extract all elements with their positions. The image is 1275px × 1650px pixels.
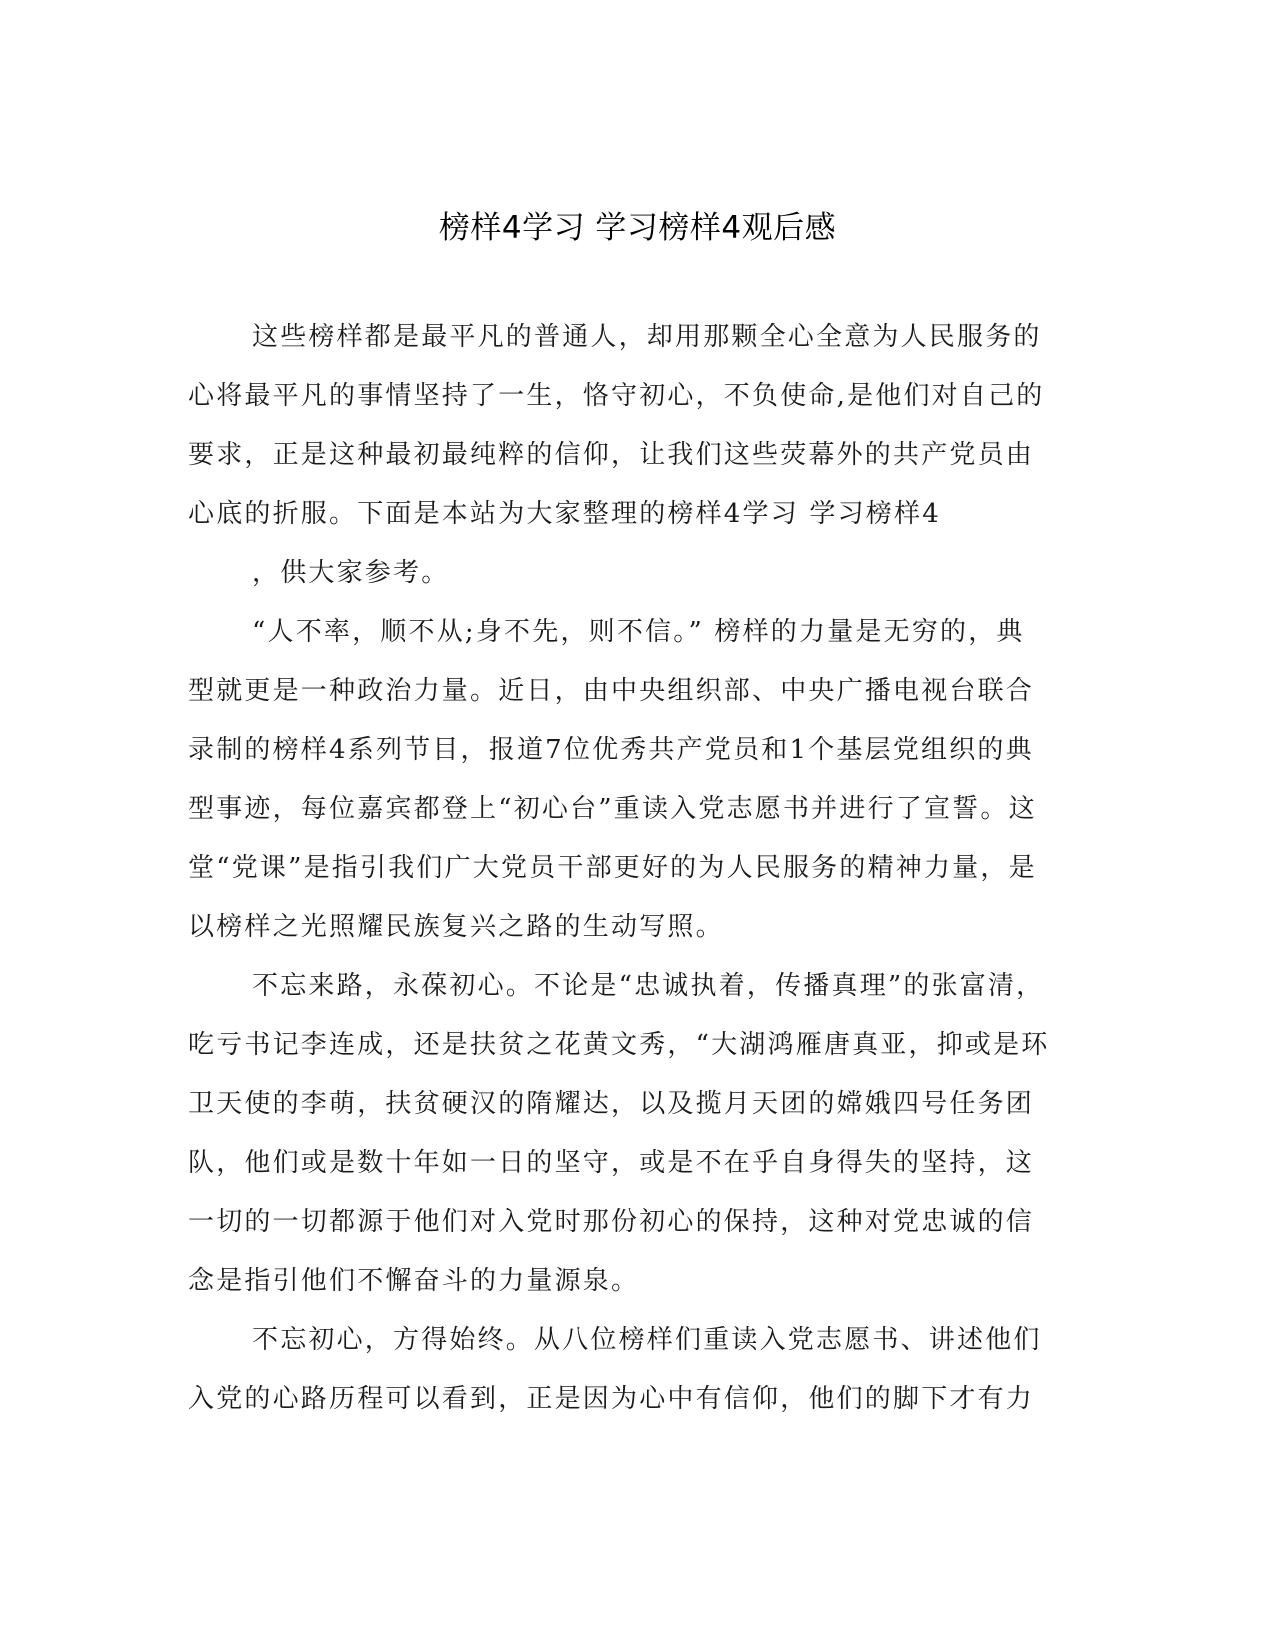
- paragraph-line: 型事迹，每位嘉宾都登上“初心台”重读入党志愿书并进行了宣誓。这: [188, 794, 1037, 824]
- paragraph-line: 以榜样之光照耀民族复兴之路的生动写照。: [188, 912, 724, 942]
- paragraph-line: 要求，正是这种最初最纯粹的信仰，让我们这些荧幕外的共产党员由: [188, 440, 1035, 470]
- paragraph-line: 录制的榜样4系列节目，报道7位优秀共产党员和1个基层党组织的典: [188, 735, 1034, 765]
- paragraph-line: ，供大家参考。: [252, 558, 450, 588]
- paragraph-line: 不忘来路，永葆初心。不论是“忠诚执着，传播真理”的张富清，: [252, 971, 1045, 1001]
- paragraph-line: 念是指引他们不懈奋斗的力量源泉。: [188, 1266, 640, 1296]
- document-title: 榜样4学习 学习榜样4观后感: [438, 210, 837, 246]
- paragraph-line: 吃亏书记李连成，还是扶贫之花黄文秀，“大湖鸿雁唐真亚，抑或是环: [188, 1030, 1050, 1060]
- paragraph-line: 不忘初心，方得始终。从八位榜样们重读入党志愿书、讲述他们: [252, 1325, 1042, 1355]
- paragraph-line: 心底的折服。下面是本站为大家整理的榜样4学习 学习榜样4: [188, 499, 941, 529]
- paragraph-line: 型就更是一种政治力量。近日，由中央组织部、中央广播电视台联合: [188, 676, 1035, 706]
- paragraph-line: 入党的心路历程可以看到，正是因为心中有信仰，他们的脚下才有力: [188, 1384, 1035, 1414]
- paragraph-line: 卫天使的李萌，扶贫硬汉的隋耀达，以及揽月天团的嫦娥四号任务团: [188, 1089, 1035, 1119]
- paragraph-line: 一切的一切都源于他们对入党时那份初心的保持，这种对党忠诚的信: [188, 1207, 1035, 1237]
- paragraph-line: 这些榜样都是最平凡的普通人，却用那颗全心全意为人民服务的: [252, 322, 1042, 352]
- paragraph-line: 队，他们或是数十年如一日的坚守，或是不在乎自身得失的坚持，这: [188, 1148, 1035, 1178]
- paragraph-line: “人不率，顺不从;身不先，则不信。” 榜样的力量是无穷的，典: [252, 617, 1025, 647]
- paragraph-line: 心将最平凡的事情坚持了一生，恪守初心，不负使命,是他们对自己的: [188, 381, 1045, 411]
- paragraph-line: 堂“党课”是指引我们广大党员干部更好的为人民服务的精神力量，是: [188, 853, 1037, 883]
